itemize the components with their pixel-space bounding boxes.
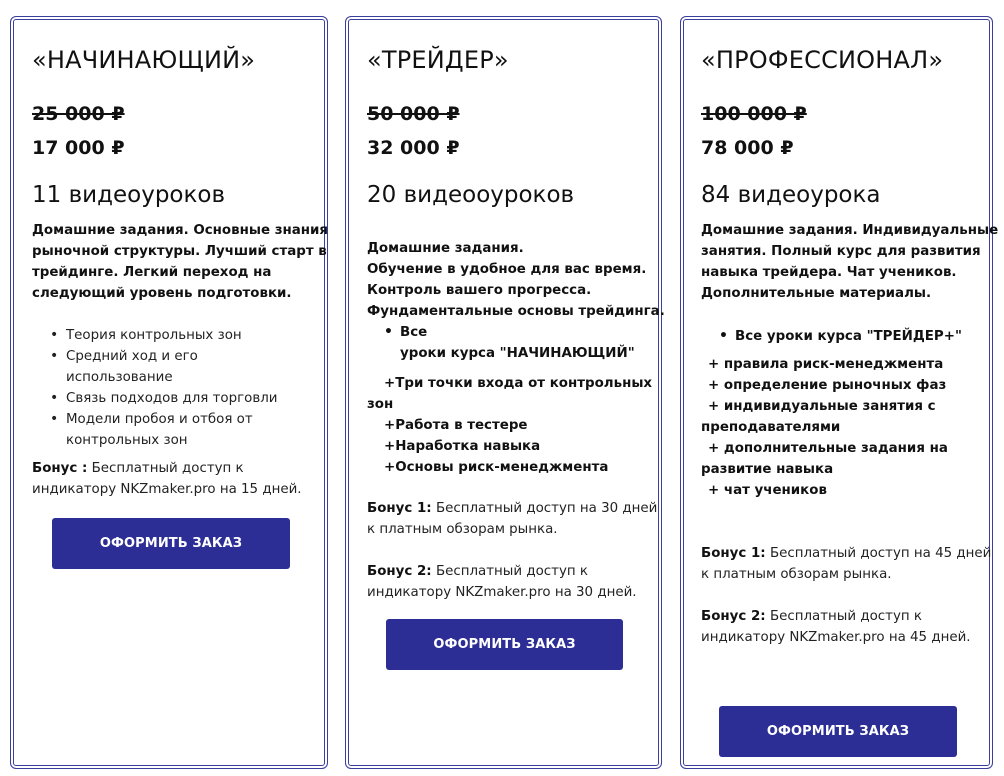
bonus-label: Бонус 2: [367,564,432,579]
plan-description [701,220,998,304]
list-item-continuation: уроки курса "НАЧИНАЮЩИЙ" [400,346,635,361]
lesson-count: 11 видеоуроков [32,182,226,208]
description-line: Дополнительные материалы. [701,286,932,301]
plan-card-trader [345,16,665,769]
extra-item-continuation: зон [367,397,394,412]
extra-item: +Основы риск-менеджмента [384,460,609,475]
plan-title: «НАЧИНАЮЩИЙ» [32,46,256,74]
bonus-label: Бонус 1: [367,501,432,516]
old-price: 50 000 ₽ [367,103,460,125]
bonus-block [32,458,302,500]
extra-item: + чат учеников [708,483,827,498]
current-price: 17 000 ₽ [32,137,125,159]
bonus-2-block [701,606,971,648]
order-button[interactable]: ОФОРМИТЬ ЗАКАЗ [386,619,623,670]
bonus-text: индикатору NKZmaker.pro на 45 дней. [701,630,971,645]
feature-list [66,325,278,451]
extra-item-continuation: развитие навыка [701,462,834,477]
description-line: навыка трейдера. Чат учеников. [701,265,957,280]
order-button[interactable]: ОФОРМИТЬ ЗАКАЗ [52,518,290,569]
extra-item: +Три точки входа от контрольных [384,376,653,391]
extra-item: + дополнительные задания на [708,441,948,456]
bonus-text: Бесплатный доступ к [91,461,244,476]
description-line: Обучение в удобное для вас время. [367,262,647,277]
plan-description [32,220,328,304]
list-item-continuation: контрольных зон [66,433,188,448]
old-price: 25 000 ₽ [32,103,125,125]
description-line: Домашние задания. Основные знания [32,223,329,238]
bonus-text: Бесплатный доступ на 45 дней [769,546,992,561]
bonus-label: Бонус 2: [701,609,766,624]
bonus-label: Бонус : [32,461,88,476]
description-line: трейдинге. Легкий переход на [32,265,272,280]
list-item: • Средний ход и его [66,346,278,367]
description-line: следующий уровень подготовки. [32,286,292,301]
bonus-text: индикатору NKZmaker.pro на 30 дней. [367,585,637,600]
description-line: рыночной структуры. Лучший старт в [32,244,327,259]
plan-card-beginner [10,16,328,769]
description-line: Домашние задания. [367,241,524,256]
extra-item-continuation: преподавателями [701,420,841,435]
list-item: • Все [400,322,635,343]
old-price: 100 000 ₽ [701,103,807,125]
list-item: • Модели пробоя и отбоя от [66,409,278,430]
bonus-label: Бонус 1: [701,546,766,561]
list-item: • Теория контрольных зон [66,325,278,346]
description-line: Фундаментальные основы трейдинга. [367,304,665,319]
plan-title: «ПРОФЕССИОНАЛ» [701,46,944,74]
extra-item: + правила риск-менеджмента [708,357,944,372]
lesson-count: 20 видеооуроков [367,182,575,208]
order-button[interactable]: ОФОРМИТЬ ЗАКАЗ [719,706,957,757]
description-line: Контроль вашего прогресса. [367,283,592,298]
bonus-text: Бесплатный доступ на 30 дней [435,501,658,516]
extras-list [367,373,652,478]
current-price: 32 000 ₽ [367,137,460,159]
bonus-text: Бесплатный доступ к [769,609,922,624]
lesson-count: 84 видеоурока [701,182,881,208]
description-line: занятия. Полный курс для развития [701,244,981,259]
bonus-text: Бесплатный доступ к [435,564,588,579]
extras-list [701,354,948,501]
extra-item: +Наработка навыка [384,439,541,454]
feature-list [735,326,962,347]
feature-list [400,322,635,364]
bonus-text: индикатору NKZmaker.pro на 15 дней. [32,482,302,497]
bonus-1-block [367,498,657,540]
plan-card-professional [680,16,999,769]
list-item: • Все уроки курса "ТРЕЙДЕР+" [735,326,962,347]
bonus-text: к платным обзорам рынка. [367,522,558,537]
plan-title: «ТРЕЙДЕР» [367,46,509,74]
description-line: Домашние задания. Индивидуальные [701,223,999,238]
bonus-text: к платным обзорам рынка. [701,567,892,582]
extra-item: +Работа в тестере [384,418,528,433]
current-price: 78 000 ₽ [701,137,794,159]
bonus-1-block [701,543,991,585]
list-item: • Связь подходов для торговли [66,388,278,409]
bonus-2-block [367,561,637,603]
extra-item: + определение рыночных фаз [708,378,947,393]
extra-item: + индивидуальные занятия с [708,399,936,414]
plan-description [367,238,665,322]
list-item-continuation: использование [66,370,173,385]
